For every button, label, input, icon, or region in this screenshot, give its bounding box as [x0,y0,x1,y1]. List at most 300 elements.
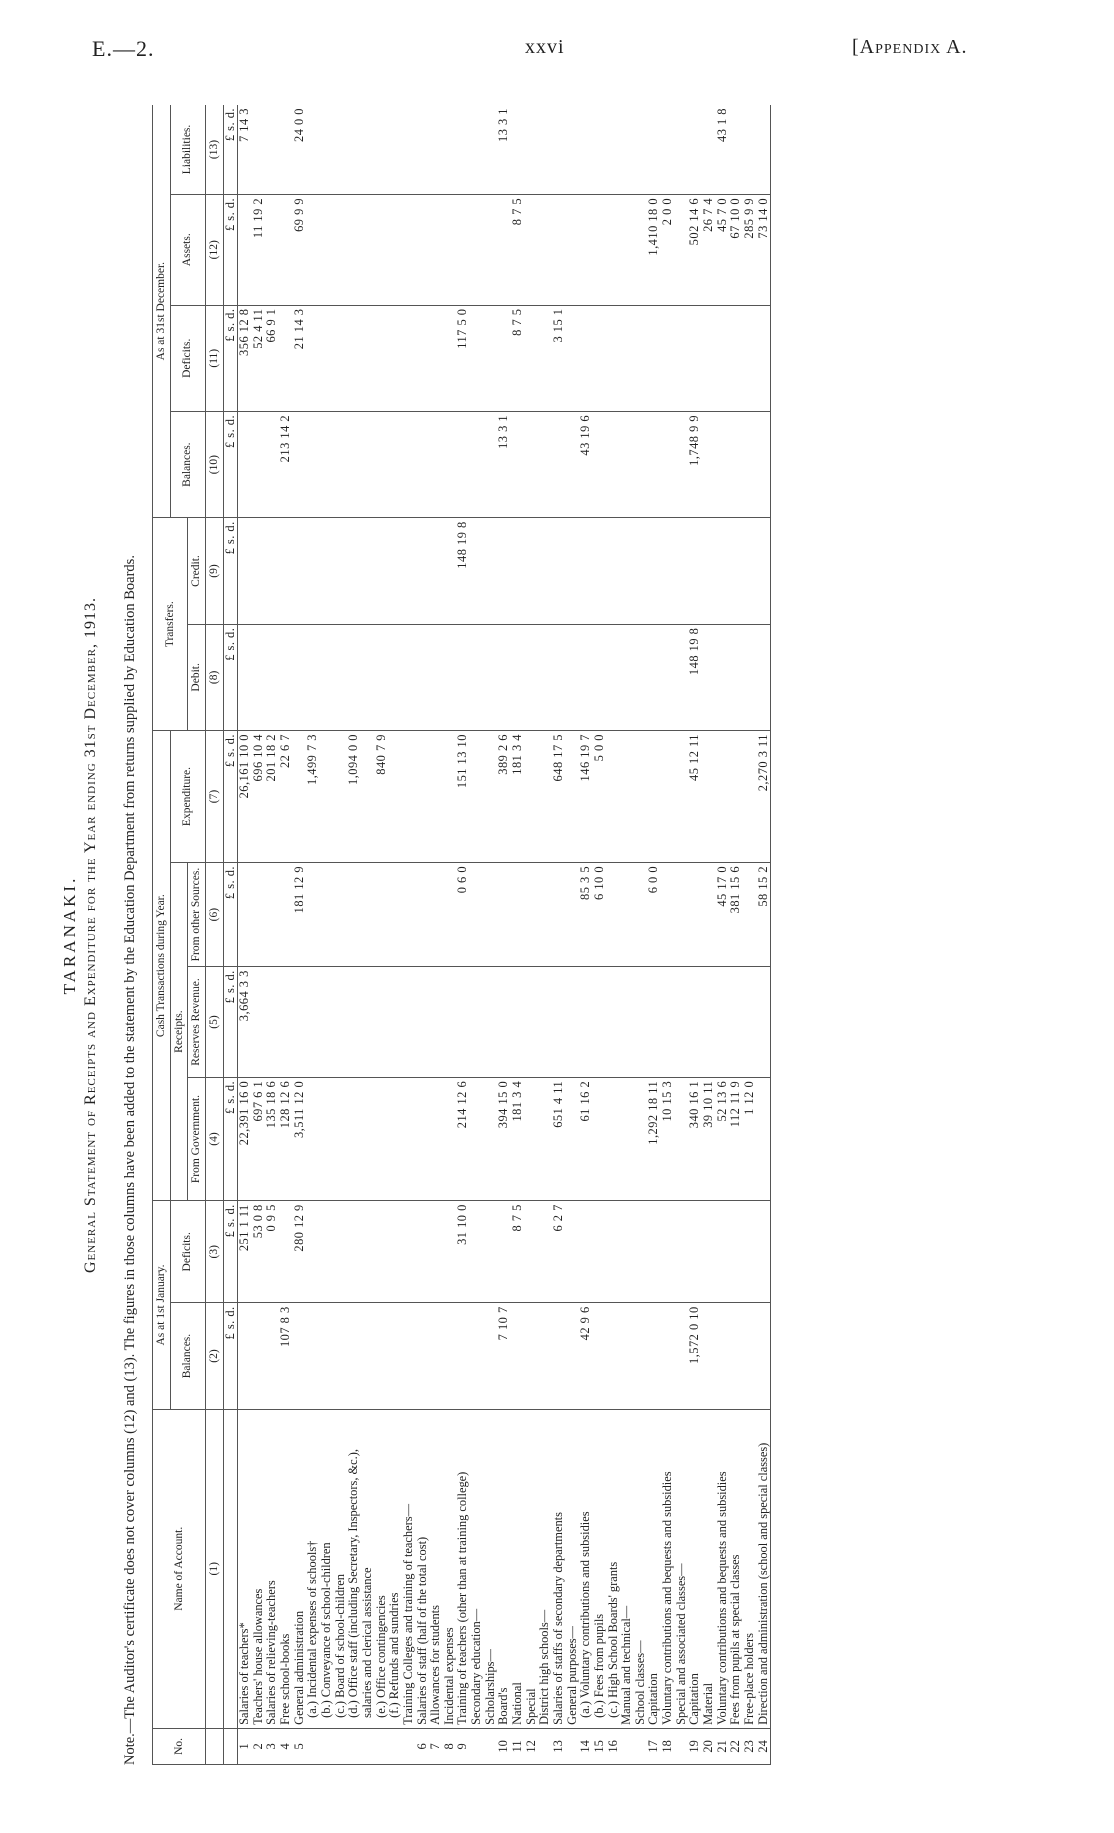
amount-cell [484,411,498,517]
account-name: Direction and administration (school and special classes) [757,1409,771,1728]
amount-cell: 10 15 3 [661,1077,675,1200]
account-name: Special [525,1409,539,1728]
amount-cell [320,862,334,966]
amount-cell [265,105,279,194]
amount-cell: 135 18 6 [265,1077,279,1200]
amount-cell: 697 6 1 [252,1077,266,1200]
amount-cell: 66 9 1 [265,305,279,411]
auditor-note: Note.—The Auditor's certificate does not cover columns (12) and (13). The figures in those columns have been added to the statement by the Education Department from returns supplied by Education Boards. [122,555,138,1765]
row-number: 21 [716,1728,730,1764]
account-name: Secondary education— [470,1409,484,1728]
units-label: £ s. d. [223,862,238,966]
amount-cell [579,518,593,624]
col-number: (7) [205,731,223,863]
amount-cell [525,862,539,966]
amount-cell: 85 3 5 [579,862,593,966]
account-name: (e.) Office contingencies [375,1409,389,1728]
amount-cell: 61 16 2 [579,1077,593,1200]
table-row [279,105,293,1765]
amount-cell [688,967,702,1078]
amount-cell [456,194,470,305]
amount-cell [402,862,416,966]
amount-cell [702,411,716,517]
amount-cell [511,624,525,730]
amount-cell [729,305,743,411]
table-row [511,105,525,1765]
amount-cell [661,1201,675,1303]
amount-cell [238,194,252,305]
amount-cell [470,624,484,730]
amount-cell [675,624,689,730]
col-number: (12) [205,194,223,305]
amount-cell [375,862,389,966]
amount-cell [620,105,634,194]
amount-cell [347,1303,374,1409]
table-row [607,105,621,1765]
amount-cell [566,1303,580,1409]
row-number: 14 [579,1728,593,1764]
amount-cell [634,305,648,411]
amount-cell [306,624,320,730]
row-number: 10 [497,1728,511,1764]
amount-cell: 69 9 9 [293,194,307,305]
amount-cell [593,1303,607,1409]
amount-cell [538,1201,552,1303]
units-label: £ s. d. [223,1303,238,1409]
amount-cell: 146 19 7 [579,731,593,863]
amount-cell [320,731,334,863]
account-name: Teachers' house allowances [252,1409,266,1728]
col-7-header: Expenditure. [170,731,205,863]
amount-cell [320,1303,334,1409]
amount-cell [579,624,593,730]
amount-cell: 22 6 7 [279,731,293,863]
amount-cell [743,518,757,624]
amount-cell [265,967,279,1078]
units-label: £ s. d. [223,518,238,624]
amount-cell [538,1077,552,1200]
amount-cell [306,305,320,411]
row-number: 16 [607,1728,621,1764]
amount-cell [238,862,252,966]
amount-cell [320,1201,334,1303]
page-number: xxvi [525,36,565,58]
amount-cell [402,967,416,1078]
account-name: Scholarships— [484,1409,498,1728]
amount-cell [538,731,552,863]
amount-cell: 112 11 9 [729,1077,743,1200]
amount-cell: 3,511 12 0 [293,1077,307,1200]
amount-cell [456,1303,470,1409]
col-number: (2) [205,1303,223,1409]
amount-cell [538,862,552,966]
amount-cell [675,731,689,863]
units-label: £ s. d. [223,1201,238,1303]
amount-cell [279,624,293,730]
amount-cell [647,967,661,1078]
amount-cell [320,194,334,305]
amount-cell [375,305,389,411]
amount-cell [634,105,648,194]
amount-cell [252,105,266,194]
amount-cell [306,194,320,305]
amount-cell [388,305,402,411]
table-row [456,105,470,1765]
row-number: 18 [661,1728,675,1764]
amount-cell [429,1303,443,1409]
amount-cell [388,411,402,517]
amount-cell [729,967,743,1078]
amount-cell [593,1077,607,1200]
table-row [661,105,675,1765]
amount-cell [265,624,279,730]
group-cash-header: Cash Transactions during Year. [153,731,171,1201]
amount-cell [620,518,634,624]
amount-cell [416,411,430,517]
amount-cell [334,967,348,1078]
table-row [538,105,552,1765]
amount-cell [306,1303,320,1409]
col-10-header: Balances. [170,411,205,517]
amount-cell: 26 7 4 [702,194,716,305]
amount-cell [647,411,661,517]
amount-cell [334,411,348,517]
amount-cell [334,305,348,411]
amount-cell: 389 2 6 [497,731,511,863]
amount-cell [593,105,607,194]
amount-cell [702,967,716,1078]
row-number: 8 [443,1728,457,1764]
units-label: £ s. d. [223,105,238,194]
amount-cell [306,518,320,624]
amount-cell [252,411,266,517]
amount-cell [402,624,416,730]
account-name: National [511,1409,525,1728]
amount-cell: 26,161 10 0 [238,731,252,863]
amount-cell [470,305,484,411]
account-name: Fees from pupils at special classes [729,1409,743,1728]
amount-cell [279,1201,293,1303]
amount-cell: 43 19 6 [579,411,593,517]
account-name: Incidental expenses [443,1409,457,1728]
amount-cell [320,305,334,411]
amount-cell [634,518,648,624]
amount-cell [388,862,402,966]
amount-cell [470,105,484,194]
col-8-header: Debit. [188,624,206,730]
table-row [265,105,279,1765]
amount-cell [607,105,621,194]
amount-cell: 840 7 9 [375,731,389,863]
amount-cell: 5 0 0 [593,731,607,863]
amount-cell [729,105,743,194]
table-row [579,105,593,1765]
account-name: Salaries of teachers* [238,1409,252,1728]
amount-cell [552,105,566,194]
amount-cell [334,1201,348,1303]
table-row [688,105,702,1765]
amount-cell [375,411,389,517]
amount-cell: 22,391 16 0 [238,1077,252,1200]
amount-cell [470,518,484,624]
amount-cell [566,105,580,194]
group-transfers-header: Transfers. [153,518,188,731]
amount-cell [607,862,621,966]
amount-cell [702,624,716,730]
amount-cell [470,967,484,1078]
amount-cell [757,967,771,1078]
amount-cell [429,862,443,966]
row-number [566,1728,580,1764]
table-row [716,105,730,1765]
region-title: TARANAKI. [60,875,79,995]
amount-cell [620,731,634,863]
amount-cell [620,1303,634,1409]
amount-cell [279,105,293,194]
amount-cell [634,862,648,966]
table-row [443,105,457,1765]
col-13-header: Liabilities. [170,105,205,194]
table-row [252,105,266,1765]
amount-cell [238,518,252,624]
amount-cell: 0 9 5 [265,1201,279,1303]
amount-cell [579,194,593,305]
amount-cell: 181 3 4 [511,1077,525,1200]
amount-cell [661,967,675,1078]
amount-cell [265,194,279,305]
amount-cell [757,1077,771,1200]
amount-cell [484,305,498,411]
amount-cell [429,305,443,411]
row-number [388,1728,402,1764]
amount-cell [443,862,457,966]
amount-cell: 53 0 8 [252,1201,266,1303]
amount-cell [402,194,416,305]
amount-cell [511,967,525,1078]
amount-cell [293,1303,307,1409]
amount-cell [484,967,498,1078]
col-4-header: From Government. [188,1077,206,1200]
amount-cell: 181 3 4 [511,731,525,863]
amount-cell [511,105,525,194]
amount-cell [279,518,293,624]
amount-cell [375,194,389,305]
amount-cell [702,305,716,411]
amount-cell [702,105,716,194]
amount-cell [593,967,607,1078]
amount-cell [416,518,430,624]
amount-cell: 67 10 0 [729,194,743,305]
amount-cell [252,518,266,624]
amount-cell: 6 10 0 [593,862,607,966]
amount-cell [579,305,593,411]
table-row [402,105,416,1765]
amount-cell [566,731,580,863]
amount-cell: 151 13 10 [456,731,470,863]
col-number: (9) [205,518,223,624]
row-number: 19 [688,1728,702,1764]
col-12-header: Assets. [170,194,205,305]
table-row [729,105,743,1765]
amount-cell [443,731,457,863]
account-name: Training Colleges and training of teachers— [402,1409,416,1728]
amount-cell [743,105,757,194]
amount-cell [675,305,689,411]
amount-cell [443,305,457,411]
col-number: (8) [205,624,223,730]
amount-cell [593,1201,607,1303]
amount-cell [716,411,730,517]
units-label: £ s. d. [223,967,238,1078]
amount-cell [647,305,661,411]
amount-cell: 148 19 8 [688,624,702,730]
amount-cell [293,731,307,863]
amount-cell [470,1077,484,1200]
amount-cell [566,624,580,730]
table-row [484,105,498,1765]
amount-cell [634,1303,648,1409]
amount-cell: 8 7 5 [511,194,525,305]
statement-title: General Statement of Receipts and Expenditure for the Year ending 31st December, 1913. [82,596,99,1274]
table-row [238,105,252,1765]
amount-cell [552,1303,566,1409]
amount-cell [388,967,402,1078]
amount-cell [497,1201,511,1303]
amount-cell: 381 15 6 [729,862,743,966]
amount-cell [320,624,334,730]
amount-cell [306,411,320,517]
row-number: 20 [702,1728,716,1764]
amount-cell: 52 13 6 [716,1077,730,1200]
row-number [402,1728,416,1764]
amount-cell [347,1201,374,1303]
col-number: (1) [205,1409,223,1728]
account-name: Salaries of staff (half of the total cost) [416,1409,430,1728]
amount-cell [347,518,374,624]
amount-cell [375,105,389,194]
amount-cell: 13 3 1 [497,105,511,194]
amount-cell: 1,572 0 10 [688,1303,702,1409]
account-name: (a.) Voluntary contributions and subsidies [579,1409,593,1728]
table-row [429,105,443,1765]
table-row [675,105,689,1765]
table-row [743,105,757,1765]
amount-cell: 148 19 8 [456,518,470,624]
table-row [347,105,374,1765]
amount-cell [743,731,757,863]
amount-cell [538,967,552,1078]
amount-cell [757,518,771,624]
amount-cell [470,1303,484,1409]
amount-cell: 213 14 2 [279,411,293,517]
amount-cell [566,862,580,966]
col-2-header: Balances. [170,1303,205,1409]
amount-cell [757,1303,771,1409]
amount-cell: 1,499 7 3 [306,731,320,863]
amount-cell [688,1201,702,1303]
amount-cell [388,1303,402,1409]
amount-cell: 394 15 0 [497,1077,511,1200]
amount-cell [607,967,621,1078]
row-number [538,1728,552,1764]
amount-cell [497,194,511,305]
amount-cell: 181 12 9 [293,862,307,966]
table-row [593,105,607,1765]
amount-cell [375,967,389,1078]
amount-cell [416,1201,430,1303]
amount-cell: 6 0 0 [647,862,661,966]
amount-cell [634,624,648,730]
row-number: 22 [729,1728,743,1764]
amount-cell [402,731,416,863]
col-number: (11) [205,305,223,411]
amount-cell [743,967,757,1078]
amount-cell [388,731,402,863]
amount-cell [552,194,566,305]
amount-cell [416,1077,430,1200]
amount-cell [538,305,552,411]
amount-cell: 39 10 11 [702,1077,716,1200]
statement-rows [238,105,771,1765]
group-jan-header: As at 1st January. [153,1201,171,1409]
amount-cell [334,194,348,305]
amount-cell: 2 0 0 [661,194,675,305]
amount-cell [375,1303,389,1409]
amount-cell [443,967,457,1078]
amount-cell: 13 3 1 [497,411,511,517]
col-number: (4) [205,1077,223,1200]
amount-cell [743,862,757,966]
amount-cell [484,1201,498,1303]
table-row [634,105,648,1765]
amount-cell [347,967,374,1078]
amount-cell [484,862,498,966]
amount-cell [375,624,389,730]
amount-cell [347,194,374,305]
amount-cell [620,1201,634,1303]
row-number: 12 [525,1728,539,1764]
amount-cell [375,1201,389,1303]
account-name: Allowances for students [429,1409,443,1728]
amount-cell [647,731,661,863]
amount-cell [634,1077,648,1200]
amount-cell [729,731,743,863]
units-label: £ s. d. [223,1077,238,1200]
amount-cell [525,731,539,863]
amount-cell [538,1303,552,1409]
amount-cell [688,305,702,411]
amount-cell [347,624,374,730]
account-name: Training of teachers (other than at training college) [456,1409,470,1728]
amount-cell [293,967,307,1078]
amount-cell [729,411,743,517]
amount-cell: 43 1 8 [716,105,730,194]
amount-cell [743,1303,757,1409]
amount-cell [429,411,443,517]
amount-cell [525,1077,539,1200]
table-row [757,105,771,1765]
amount-cell [607,518,621,624]
amount-cell [402,105,416,194]
row-number: 7 [429,1728,443,1764]
amount-cell [593,194,607,305]
amount-cell [525,967,539,1078]
amount-cell [484,105,498,194]
amount-cell [470,194,484,305]
table-row [566,105,580,1765]
amount-cell [402,411,416,517]
amount-cell [470,731,484,863]
